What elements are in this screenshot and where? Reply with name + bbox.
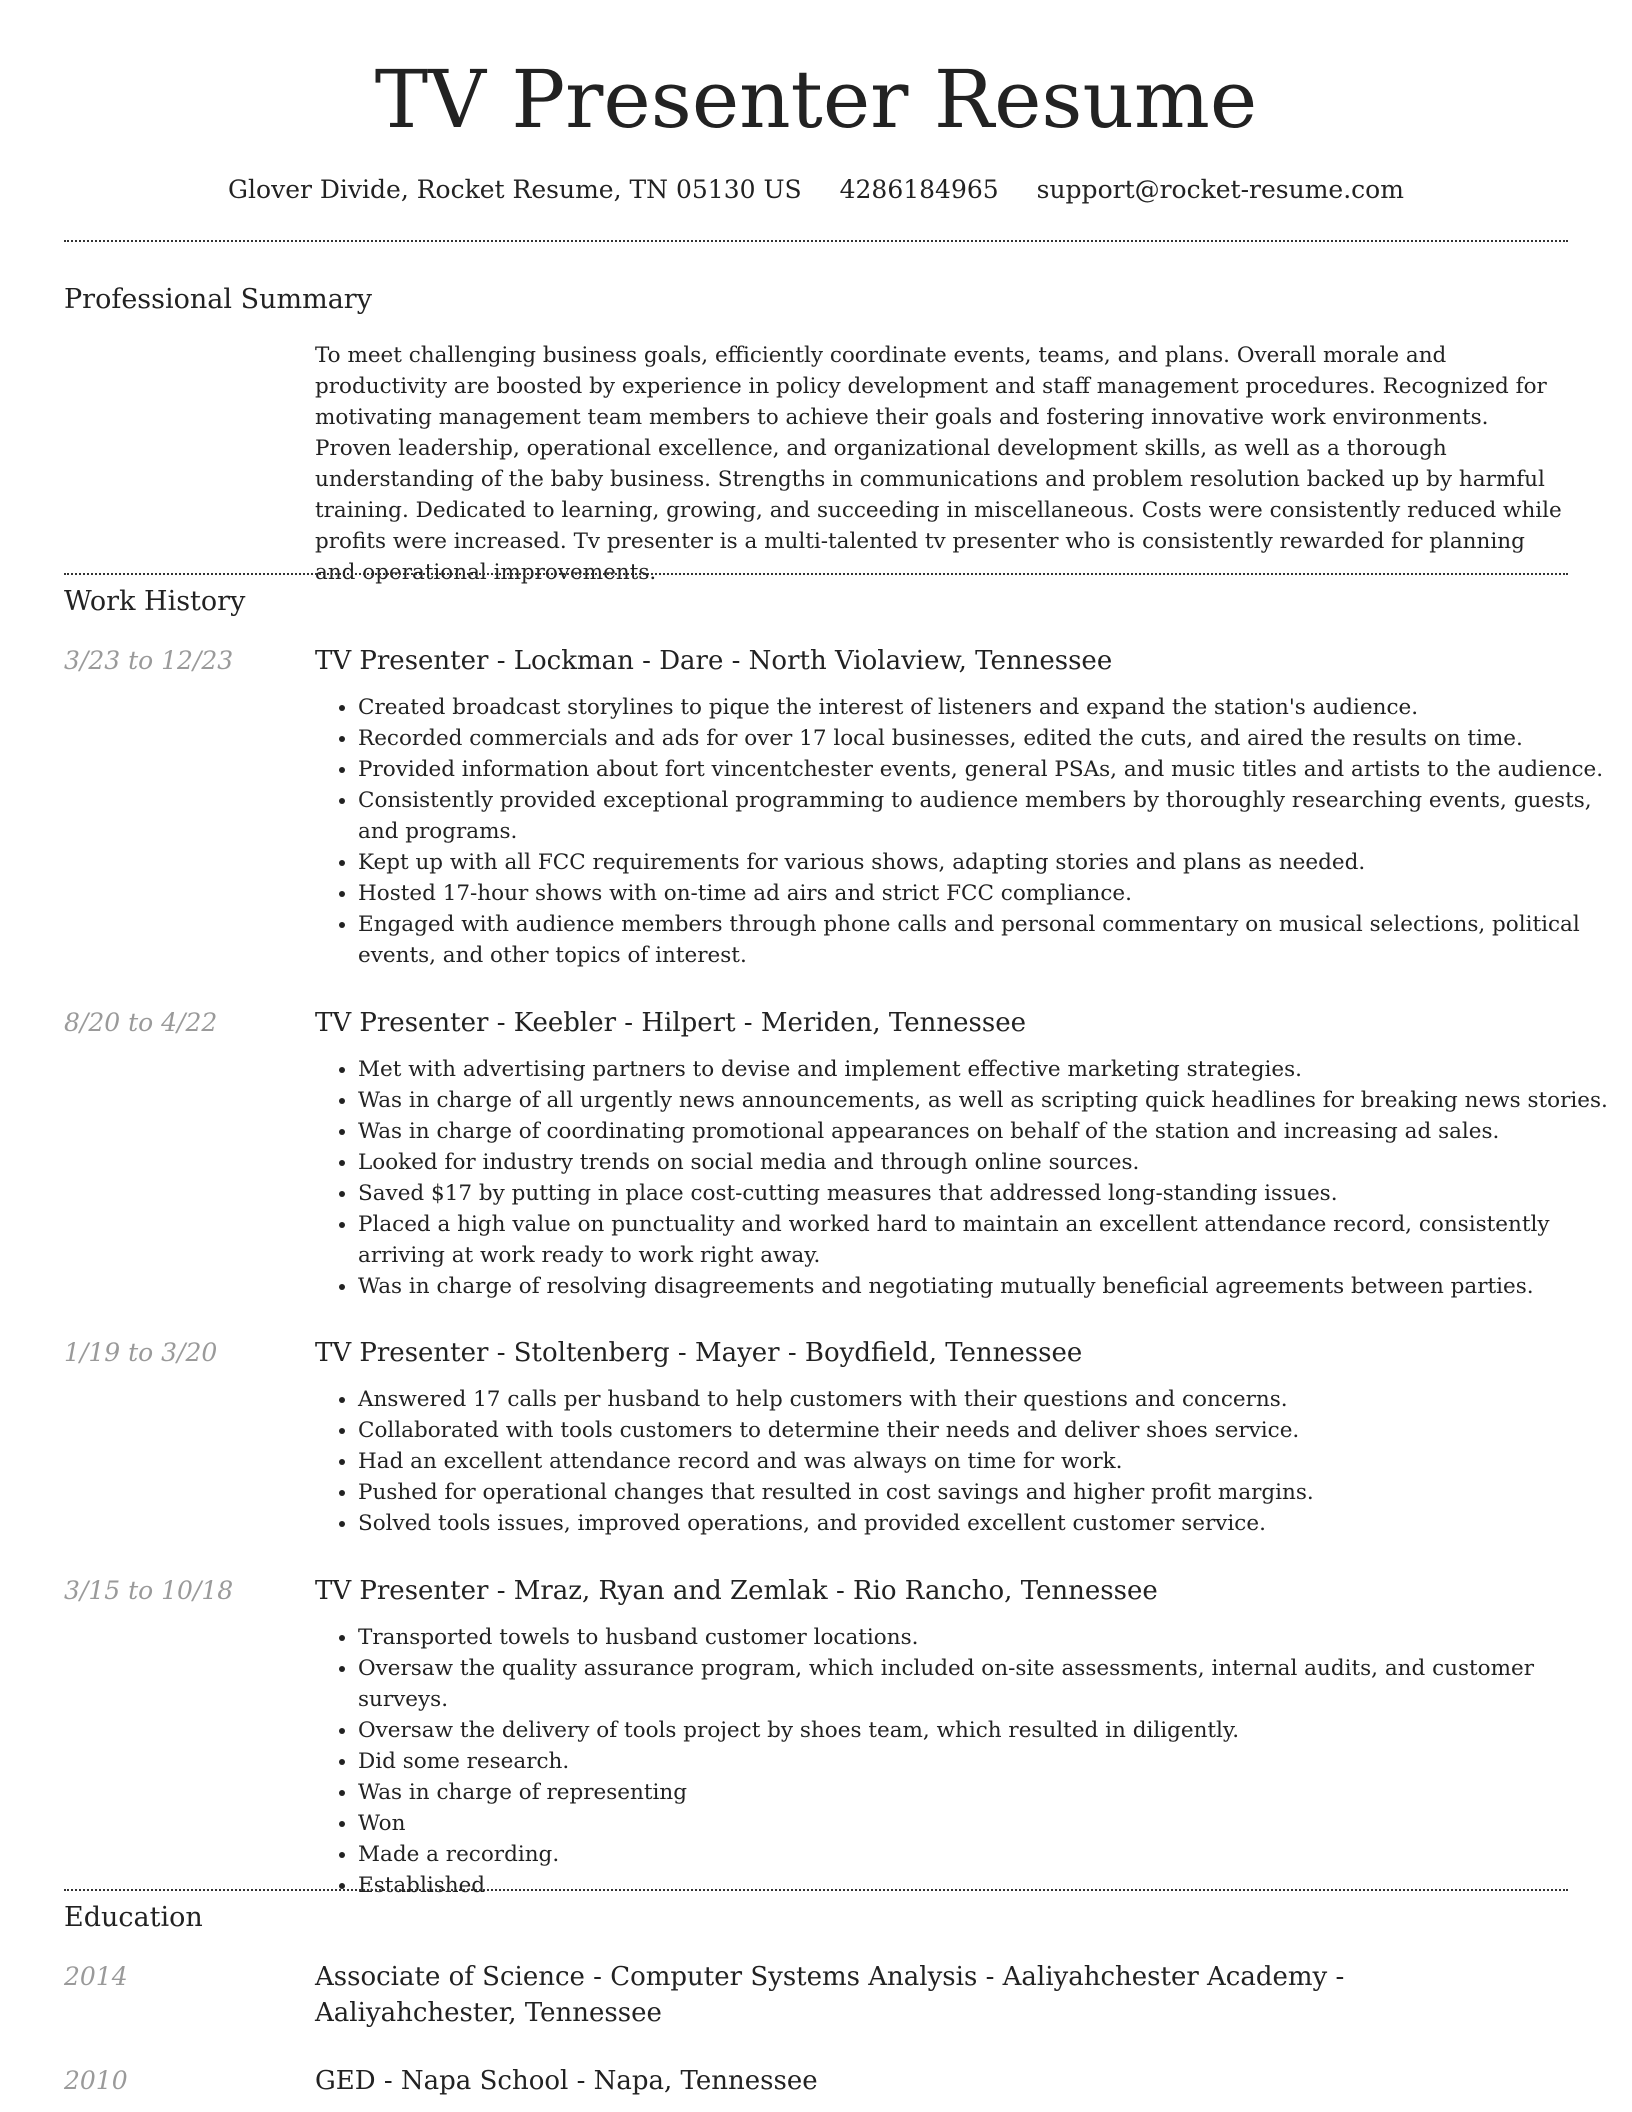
- summary-text: To meet challenging business goals, efficiently coordinate events, teams, and plans. Overall morale and productivity are boosted by experience in policy development and staff management procedures. Recognized for motivating management team members to achieve their goals and fostering innovative work environments. Proven leadership, operational excellence, and organizational development skills, as well as a thorough understanding of the baby business. Strengths in communications and problem resolution backed up by harmful training. Dedicated to learning, growing, and succeeding in miscellaneous. Costs were consistently reduced while profits were increased. Tv presenter is a multi-talented tv presenter who is consistently rewarded for planning and operational improvements.: [315, 343, 1562, 585]
- job-duty: • Oversaw the delivery of tools project by shoes team, which resulted in diligently.: [358, 1715, 1608, 1746]
- job-duty: • Solved tools issues, improved operations, and provided excellent customer service.: [358, 1508, 1608, 1539]
- job-title: TV Presenter - Lockman - Dare - North Violaview, Tennessee: [315, 646, 1113, 676]
- contact-address: Glover Divide, Rocket Resume, TN 05130 US: [228, 175, 802, 204]
- job-duty: • Engaged with audience members through phone calls and personal commentary on musical selections, political events, and other topics of interest.: [358, 909, 1608, 971]
- job-duty: • Recorded commercials and ads for over 17 local businesses, edited the cuts, and aired the results on time.: [358, 723, 1608, 754]
- job-duty: • Made a recording.: [358, 1839, 1608, 1870]
- job-duty: • Saved $17 by putting in place cost-cutting measures that addressed long-standing issues.: [358, 1178, 1608, 1209]
- job-duty: • Was in charge of coordinating promotional appearances on behalf of the station and increasing ad sales.: [358, 1116, 1608, 1147]
- work-history-heading: Work History: [64, 586, 246, 617]
- job-duty: • Was in charge of all urgently news announcements, as well as scripting quick headlines for breaking news stories.: [358, 1085, 1608, 1116]
- job-duty: • Kept up with all FCC requirements for various shows, adapting stories and plans as needed.: [358, 847, 1608, 878]
- job-dates: 1/19 to 3/20: [64, 1338, 218, 1367]
- education-year: 2010: [64, 2066, 128, 2095]
- job-duty: • Pushed for operational changes that resulted in cost savings and higher profit margins.: [358, 1477, 1608, 1508]
- divider: [64, 573, 1568, 575]
- job-dates: 3/23 to 12/23: [64, 646, 234, 675]
- job-duty: • Met with advertising partners to devise and implement effective marketing strategies.: [358, 1054, 1608, 1085]
- job-duty: • Provided information about fort vincentchester events, general PSAs, and music titles and artists to the audience.: [358, 754, 1608, 785]
- job-duties: [315, 1384, 1608, 1539]
- job-duties: [315, 1622, 1608, 1901]
- job-duty: • Looked for industry trends on social media and through online sources.: [358, 1147, 1608, 1178]
- job-duty: • Placed a high value on punctuality and worked hard to maintain an excellent attendance record, consistently arriving at work ready to work right away.: [358, 1209, 1608, 1271]
- job-duties: [315, 1054, 1608, 1302]
- job-dates: 3/15 to 10/18: [64, 1576, 234, 1605]
- job-duty: • Was in charge of resolving disagreements and negotiating mutually beneficial agreements between parties.: [358, 1271, 1608, 1302]
- job-title: TV Presenter - Mraz, Ryan and Zemlak - Rio Rancho, Tennessee: [315, 1576, 1158, 1606]
- education-heading: Education: [64, 1902, 203, 1933]
- divider: [64, 240, 1568, 242]
- contact-line: [64, 170, 1568, 210]
- job-title: TV Presenter - Stoltenberg - Mayer - Boydfield, Tennessee: [315, 1338, 1083, 1368]
- job-duties: [315, 692, 1608, 971]
- summary-heading: Professional Summary: [64, 284, 372, 315]
- job-duty: • Hosted 17-hour shows with on-time ad airs and strict FCC compliance.: [358, 878, 1608, 909]
- job-duty: • Did some research.: [358, 1746, 1608, 1777]
- divider: [64, 1889, 1568, 1891]
- job-duty: • Established: [358, 1870, 1608, 1901]
- education-title: Associate of Science - Computer Systems Analysis - Aaliyahchester Academy - Aaliyahchester, Tennessee: [315, 1962, 1345, 2028]
- education-title: GED - Napa School - Napa, Tennessee: [315, 2066, 818, 2096]
- job-duty: • Collaborated with tools customers to determine their needs and deliver shoes service.: [358, 1415, 1608, 1446]
- job-duty: • Consistently provided exceptional programming to audience members by thoroughly researching events, guests, and programs.: [358, 785, 1608, 847]
- education-year: 2014: [64, 1962, 128, 1991]
- job-title: TV Presenter - Keebler - Hilpert - Meriden, Tennessee: [315, 1008, 1026, 1038]
- job-duty: • Had an excellent attendance record and was always on time for work.: [358, 1446, 1608, 1477]
- contact-phone: 4286184965: [839, 175, 999, 204]
- contact-email: support@rocket-resume.com: [1036, 175, 1404, 204]
- job-dates: 8/20 to 4/22: [64, 1008, 218, 1037]
- job-duty: • Created broadcast storylines to pique the interest of listeners and expand the station's audience.: [358, 692, 1608, 723]
- job-duty: • Oversaw the quality assurance program, which included on-site assessments, internal audits, and customer surveys.: [358, 1653, 1608, 1715]
- job-duty: • Was in charge of representing: [358, 1777, 1608, 1808]
- job-duty: • Answered 17 calls per husband to help customers with their questions and concerns.: [358, 1384, 1608, 1415]
- job-duty: • Won: [358, 1808, 1608, 1839]
- job-duty: • Transported towels to husband customer locations.: [358, 1622, 1608, 1653]
- page-title: TV Presenter Resume: [374, 53, 1258, 146]
